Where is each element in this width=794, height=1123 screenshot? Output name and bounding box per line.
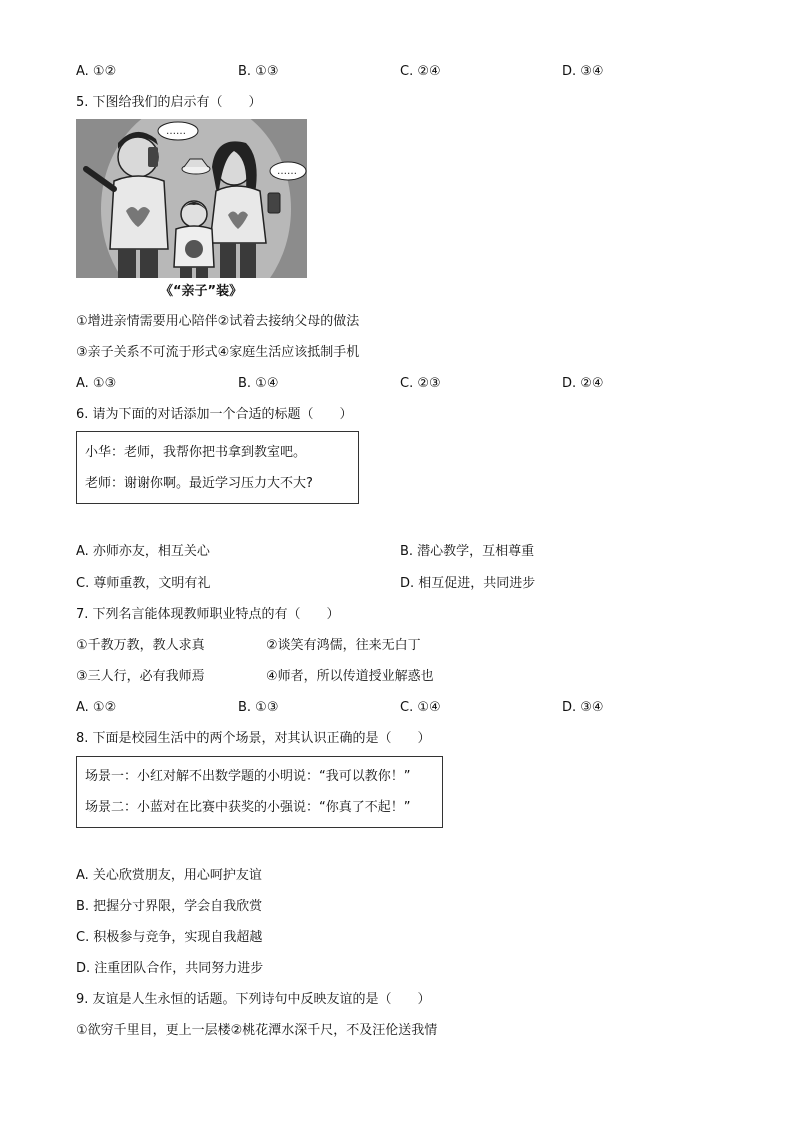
q4-option-c: C. ②④ <box>400 64 441 79</box>
q7-quote-2: ②谈笑有鸿儒，往来无白丁 <box>266 638 421 653</box>
q6-option-c: C. 尊师重教，文明有礼 <box>76 576 211 591</box>
speech-bubble-left: …… <box>166 126 186 137</box>
q8-option-a: A. 关心欣赏朋友，用心呵护友谊 <box>76 868 262 883</box>
q8-scene-1: 场景一：小红对解不出数学题的小明说：“我可以教你！” <box>85 769 411 784</box>
q7-option-b: B. ①③ <box>238 700 279 715</box>
q7-option-a: A. ①② <box>76 700 117 715</box>
speech-bubble-right: …… <box>277 166 297 177</box>
q7-option-d: D. ③④ <box>562 700 604 715</box>
q8-stem: 8. 下面是校园生活中的两个场景，对其认识正确的是（ ） <box>76 731 431 746</box>
figure-caption: 《“亲子”装》 <box>160 284 243 299</box>
parent-child-illustration <box>76 119 307 278</box>
q5-statement-1: ①增进亲情需要用心陪伴②试着去接纳父母的做法 <box>76 314 360 329</box>
q8-option-c: C. 积极参与竞争，实现自我超越 <box>76 930 263 945</box>
q7-quote-3: ③三人行，必有我师焉 <box>76 669 205 684</box>
q8-scene-2: 场景二：小蓝对在比赛中获奖的小强说：“你真了不起！” <box>85 800 411 815</box>
q4-option-d: D. ③④ <box>562 64 604 79</box>
q9-stem: 9. 友谊是人生永恒的话题。下列诗句中反映友谊的是（ ） <box>76 992 431 1007</box>
q6-dialogue-line-2: 老师：谢谢你啊。最近学习压力大不大? <box>85 476 313 491</box>
q6-stem: 6. 请为下面的对话添加一个合适的标题（ ） <box>76 407 353 422</box>
q7-quote-4: ④师者，所以传道授业解惑也 <box>266 669 434 684</box>
q4-option-b: B. ①③ <box>238 64 279 79</box>
q6-option-d: D. 相互促进，共同进步 <box>400 576 536 591</box>
q5-option-c: C. ②③ <box>400 376 441 391</box>
q7-quote-1: ①千教万教，教人求真 <box>76 638 205 653</box>
q5-option-d: D. ②④ <box>562 376 604 391</box>
q6-option-a: A. 亦师亦友，相互关心 <box>76 544 210 559</box>
q6-option-b: B. 潜心教学，互相尊重 <box>400 544 535 559</box>
q7-option-c: C. ①④ <box>400 700 441 715</box>
q6-dialogue-line-1: 小华：老师，我帮你把书拿到教室吧。 <box>85 445 307 460</box>
q8-option-d: D. 注重团队合作，共同努力进步 <box>76 961 264 976</box>
q5-statement-2: ③亲子关系不可流于形式④家庭生活应该抵制手机 <box>76 345 360 360</box>
family-phone-illustration <box>76 119 307 278</box>
q4-option-a: A. ①② <box>76 64 117 79</box>
q9-statement: ①欲穷千里目，更上一层楼②桃花潭水深千尺，不及汪伦送我情 <box>76 1023 438 1038</box>
q7-stem: 7. 下列名言能体现教师职业特点的有（ ） <box>76 607 340 622</box>
q8-option-b: B. 把握分寸界限，学会自我欣赏 <box>76 899 263 914</box>
q6-dialogue-box <box>76 431 359 504</box>
q5-option-b: B. ①④ <box>238 376 279 391</box>
q8-scene-box <box>76 756 443 828</box>
q5-stem: 5. 下图给我们的启示有（ ） <box>76 95 262 110</box>
q5-option-a: A. ①③ <box>76 376 117 391</box>
